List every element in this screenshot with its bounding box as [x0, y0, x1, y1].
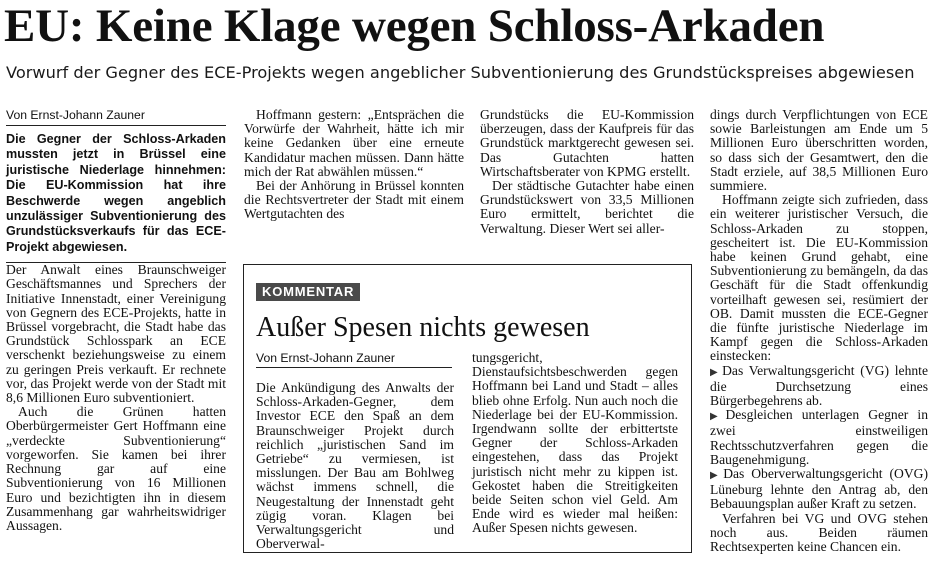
body-paragraph: Grundstücks die EU-Kommission überzeugen, dass der Kaufpreis für das Grundstück marktgerecht gewesen sei. Das Gutachten hatten Wirtschaftsberater von KPMG erstellt.	[480, 107, 694, 179]
article-column-1	[6, 108, 226, 533]
bullet-item	[710, 364, 928, 409]
body-paragraph: Verfahren bei VG und OVG stehen noch aus. Beiden räumen Rechtsexperten keine Chancen ein.	[710, 510, 928, 555]
article-column-4	[710, 108, 928, 554]
commentary-column-2	[472, 351, 678, 536]
triangle-bullet-icon: ▶	[710, 470, 722, 482]
article-subheadline: Vorwurf der Gegner des ECE-Projekts wegen angeblicher Subventionierung des Grundstückspreises abgewiesen	[6, 63, 915, 82]
article-column-2	[244, 108, 464, 222]
article-column-3	[480, 108, 694, 236]
bullet-item	[710, 467, 928, 512]
bullet-text: Das Verwaltungsgericht (VG) lehnte die Durchsetzung eines Bürgerbegehrens ab.	[710, 362, 928, 409]
author-byline: Von Ernst-Johann Zauner	[6, 108, 226, 126]
body-paragraph: Auch die Grünen hatten Oberbürgermeister Gert Hoffmann eine „verdeckte Subventionierung“ vorgeworfen. Sie kamen bei ihrer Rechnung gar auf eine Subventionierung von 16 Millionen Euro und bezichtigten ihn in diesem Zusammenhang gar wahrheitswidriger Aussagen.	[6, 404, 226, 533]
body-paragraph: Hoffmann zeigte sich zufrieden, dass ein weiterer juristischer Versuch, die Schloss-Arkaden zu stoppen, gescheitert ist. Die EU-Kommission habe keinen Grund gehabt, eine Subventionierung zu bemängeln, da das Geschäft für die Stadt offenkundig vorteilhaft gewesen sei, resümiert der OB. Damit mussten die ECE-Gegner die fünfte juristische Niederlage im Kampf gegen die Schloss-Arkaden einstecken:	[710, 192, 928, 364]
commentary-title: Außer Spesen nichts gewesen	[256, 312, 590, 343]
bullet-text: Desgleichen unterlagen Gegner in zwei einstweiligen Rechtsschutzverfahren gegen die Baugenehmigung.	[710, 407, 928, 467]
article-lead: Die Gegner der Schloss-Arkaden mussten jetzt in Brüssel eine juristische Niederlage hinnehmen: Die EU-Kommission hat ihre Beschwerde wegen angeblich unzulässiger Subventionierung des Grundstücksverkaufs für das ECE-Projekt abgewiesen.	[6, 132, 226, 263]
body-paragraph: dings durch Verpflichtungen von ECE sowie Barleistungen am Ende um 5 Millionen Euro überschritten worden, so dass sich der Gesamtwert, den die Stadt erziele, auf 38,5 Millionen Euro summiere.	[710, 107, 928, 194]
body-paragraph: Der Anwalt eines Braunschweiger Geschäftsmannes und Sprechers der Initiative Innenstadt, einer Vereinigung von Gegnern des ECE-Projekts, hatte in Brüssel vorgebracht, die Stadt habe das Grundstück Schlosspark an ECE verschenkt beziehungsweise zu einem zu geringen Preis verkauft. Er rechnete vor, das Projekt werde von der Stadt mit 8,6 Millionen Euro subventioniert.	[6, 262, 226, 406]
body-paragraph: Die Ankündigung des Anwalts der Schloss-Arkaden-Gegner, dem Investor ECE den Spaß an dem Braunschweiger Projekt durch reichlich „juristischen Sand im Getriebe“ zu vermiesen, ist misslungen. Der Bau am Bohlweg wächst immens schnell, die Neugestaltung der Innenstadt geht zügig voran. Klagen bei Verwaltungsgericht und Oberverwal-	[256, 380, 454, 552]
bullet-text: Das Oberverwaltungsgericht (OVG) Lüneburg lehnte den Antrag ab, den Bebauungsplan außer Kraft zu setzen.	[710, 466, 928, 512]
triangle-bullet-icon: ▶	[710, 366, 721, 378]
commentary-column-1	[256, 381, 454, 551]
body-paragraph: Der städtische Gutachter habe einen Grundstückswert von 33,5 Millionen Euro ermittelt, berichtet die Verwaltung. Dieser Wert sei aller-	[480, 178, 694, 236]
body-paragraph: tungsgericht, Dienstaufsichtsbeschwerden gegen Hoffmann bei Land und Stadt – alles blieb ohne Erfolg. Nun auch noch die Niederlage bei der EU-Kommission. Irgendwann sollte der erbittertste Gegner der Schloss-Arkaden eingestehen, dass das Projekt juristisch nicht mehr zu kippen ist. Gekostet haben die Streitigkeiten beide Seiten schon viel Geld. Am Ende wird es wieder mal heißen: Außer Spesen nichts gewesen.	[472, 350, 678, 536]
triangle-bullet-icon: ▶	[710, 411, 724, 423]
commentary-box	[243, 264, 692, 553]
article-headline: EU: Keine Klage wegen Schloss-Arkaden	[4, 0, 825, 52]
body-paragraph: Bei der Anhörung in Brüssel konnten die Rechtsvertreter der Stadt mit einem Wertgutachten des	[244, 178, 464, 222]
commentary-tag: KOMMENTAR	[256, 283, 360, 301]
body-paragraph: Hoffmann gestern: „Entsprächen die Vorwürfe der Wahrheit, hätte ich mir keine Gedanken über eine erneute Kandidatur machen müssen. Dann hätte mich der Rat abwählen müssen.“	[244, 107, 464, 179]
commentary-byline: Von Ernst-Johann Zauner	[256, 351, 452, 368]
bullet-item	[710, 408, 928, 467]
